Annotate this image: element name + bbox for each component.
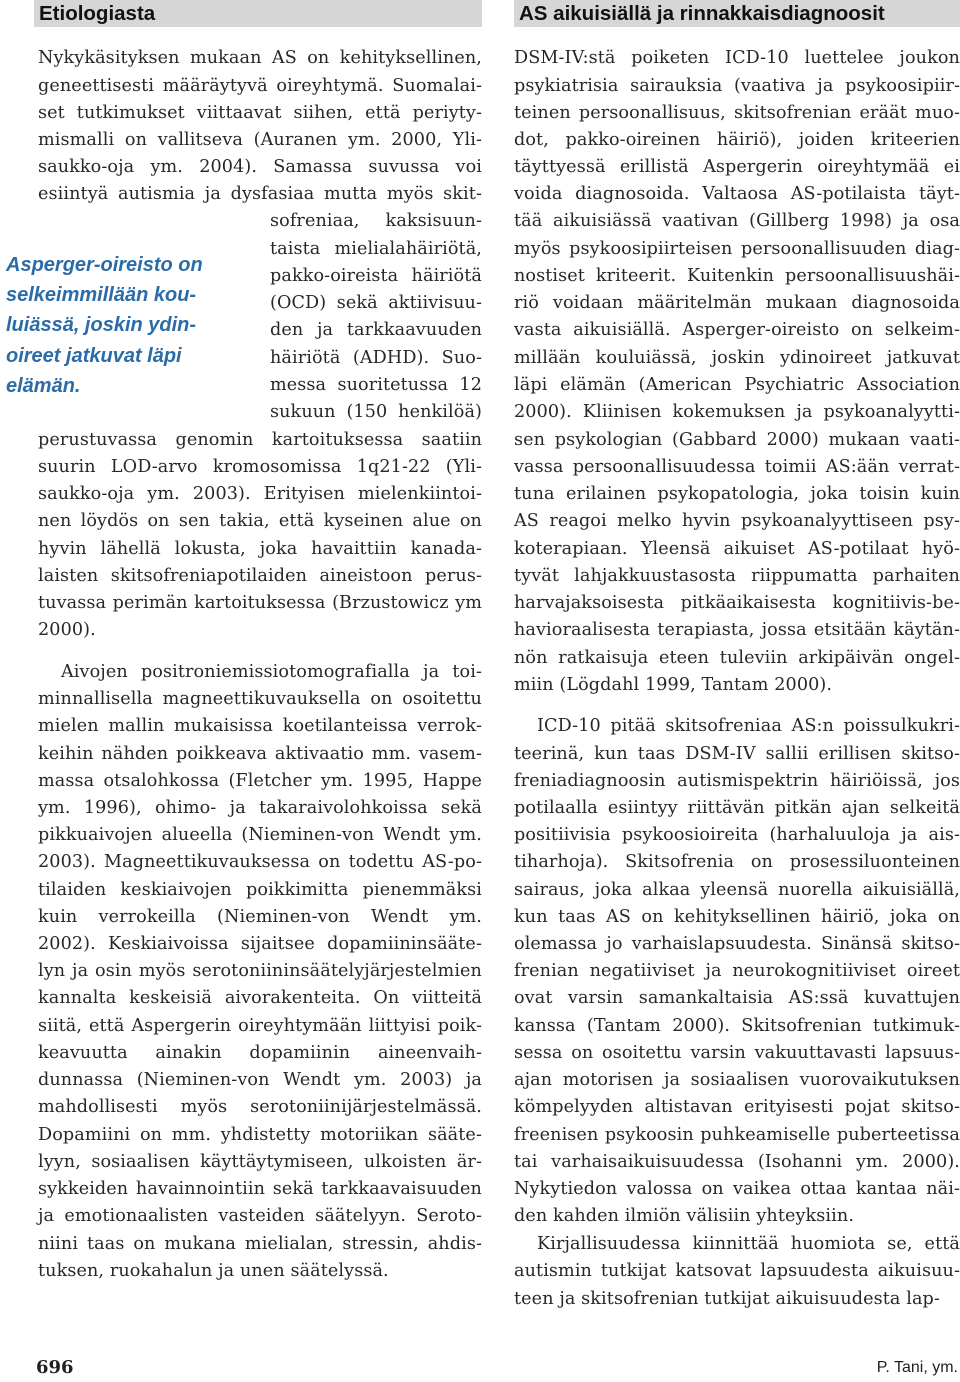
right-column-line: vasta aikuisiällä. Asperger-oireisto on selkeim- bbox=[514, 320, 960, 340]
right-column-line: nostiset kriteerit. Kuitenkin persoonallisuushäi- bbox=[514, 266, 960, 286]
left-column-heading: Etiologiasta bbox=[34, 0, 482, 27]
right-column-line: freniadiagnoosin autismispektrin häiriöissä, jos bbox=[514, 771, 960, 791]
right-column-line: tyvät lahjakkuustasosta riippumatta parhaiten bbox=[514, 566, 960, 586]
left-column-line: dunnassa (Nieminen-von Wendt ym. 2003) ja bbox=[38, 1070, 482, 1090]
left-column-line: den ja tarkkaavuuden bbox=[270, 320, 482, 340]
pull-quote: Asperger-oireisto on selkeimmillään kou- luiässä, joskin ydin- oireet jatkuvat läpi elämän. bbox=[6, 254, 203, 397]
left-column-line: tuksen, ruokahalun ja unen säätelyssä. bbox=[38, 1261, 389, 1281]
right-column-line: tai varhaisaikuisuudessa (Isohanni ym. 2000). bbox=[514, 1152, 960, 1172]
right-column-line: havioraalisesta terapiasta, jossa etsitään käytän- bbox=[514, 620, 960, 640]
right-column-line: DSM-IV:stä poiketen ICD-10 luettelee joukon bbox=[514, 48, 960, 68]
left-column-line: tilaiden keskiaivojen poikkimitta pienemmäksi bbox=[38, 880, 482, 900]
right-column-line: olemassa jo varhaislapsuudesta. Sinänsä skitso- bbox=[514, 934, 960, 954]
left-column-line: lyn ja osin myös serotoniininsäätelyjärjestelmien bbox=[38, 961, 482, 981]
right-column-line: harvajaksoisesta pitkäaikaisesta kognitiivis-be- bbox=[514, 593, 960, 613]
right-column-line: dot, pakko-oireinen häiriö), joiden kriteerien bbox=[514, 130, 960, 150]
left-column-line: Nykykäsityksen mukaan AS on kehityksellinen, bbox=[38, 48, 482, 68]
right-column-line: ovat varsin samankaltaisia AS:ssä kuvattujen bbox=[514, 988, 960, 1008]
right-column-line: riö voidaan määritelmän mukaan diagnosoida bbox=[514, 293, 960, 313]
right-column-line: tää aikuisiässä vaativan (Gillberg 1998) ja osa bbox=[514, 211, 960, 231]
right-column-line: kun taas AS on kehityksellinen häiriö, joka on bbox=[514, 907, 960, 927]
right-column-line: autismin tutkijat katsovat lapsuudesta aikuisuu- bbox=[514, 1261, 960, 1281]
right-column-line: AS reagoi melko hyvin psykoanalyyttiseen psy- bbox=[514, 511, 960, 531]
right-column-line: teen ja skitsofrenian tutkijat aikuisuudesta lap- bbox=[514, 1289, 940, 1309]
right-column-line: sairaus, joka alkaa yleensä nuorella aikuisiällä, bbox=[514, 880, 960, 900]
left-column-line: saukko-oja ym. 2003). Erityisen mielenkiintoi- bbox=[38, 484, 482, 504]
left-column-line: mismalli on vallitseva (Auranen ym. 2000, Yli- bbox=[38, 130, 482, 150]
right-column-line: Kirjallisuudessa kiinnittää huomiota se, että bbox=[537, 1234, 960, 1254]
left-column-line: pikkuaivojen alueella (Nieminen-von Wendt ym. bbox=[38, 825, 482, 845]
left-column-line: hyvin lähellä lokusta, joka havaittiin kanada- bbox=[38, 539, 482, 559]
left-column-line: ym. 1996), ohimo- ja takaraivolohkoissa sekä bbox=[38, 798, 482, 818]
right-column-line: kömpelyyden altistavan erityisesti pojat skitso- bbox=[514, 1097, 960, 1117]
left-column-line: siitä, että Aspergerin oireyhtymään liittyisi poik- bbox=[38, 1016, 482, 1036]
right-column-line: miin (Lögdahl 1999, Tantam 2000). bbox=[514, 675, 833, 695]
right-column-line: tiharhoja). Skitsofrenia on prosessiluonteinen bbox=[514, 852, 960, 872]
right-column-line: Nykytiedon valossa on vaikea ottaa kantaa näi- bbox=[514, 1179, 960, 1199]
left-column-line: messa suoritetussa 12 bbox=[270, 375, 482, 395]
left-column-line: ja emotionaalisten vasteiden säätelyyn. Seroto- bbox=[38, 1206, 482, 1226]
left-column-line: niini taas on mukana mielialan, stressin, ahdis- bbox=[38, 1234, 482, 1254]
right-column-line: 2000). Kliinisen kokemuksen ja psykoanalyytti- bbox=[514, 402, 960, 422]
right-column-line: nön ratkaisuja eteen tuleviin arkipäivän ongel- bbox=[514, 648, 960, 668]
left-column-line: (OCD) sekä aktiivisuu- bbox=[270, 293, 482, 313]
left-column-line: sykkeiden havainnointiin sekä tarkkaavaisuuden bbox=[38, 1179, 482, 1199]
left-column-line: 2003). Magneettikuvauksessa on todettu AS-po- bbox=[38, 852, 482, 872]
left-column-line: 2002). Keskiaivoissa sijaitsee dopamiininsääte- bbox=[38, 934, 482, 954]
right-column-line: teerinä, kun taas DSM-IV sallii erillisen skitso- bbox=[514, 744, 960, 764]
left-column-line: pakko-oireista häiriötä bbox=[270, 266, 482, 286]
right-column-line: voida diagnosoida. Valtaosa AS-potilaista täyt- bbox=[514, 184, 960, 204]
left-column-line: minnallisella magneettikuvauksella on osoitettu bbox=[38, 689, 482, 709]
right-column-line: koterapiaan. Yleensä aikuiset AS-potilaat hyö- bbox=[514, 539, 960, 559]
left-column-line: sofreniaa, kaksisuun- bbox=[270, 211, 482, 231]
right-column-line: kanssa (Tantam 2000). Skitsofrenian tutkimuk- bbox=[514, 1016, 960, 1036]
right-column-line: ICD-10 pitää skitsofreniaa AS:n poissulkukri- bbox=[537, 716, 960, 736]
right-column-line: millään kouluiässä, joskin ydinoireet jatkuvat bbox=[514, 348, 960, 368]
right-column-line: freenisen psykoosin puhkeamiselle puberteetissa bbox=[514, 1125, 960, 1145]
right-column-line: sessa on osoitettu varsin vakuuttavasti lapsuus- bbox=[514, 1043, 960, 1063]
right-column-line: täyttyessä erillistä Aspergerin oireyhtymää ei bbox=[514, 157, 960, 177]
page-number: 696 bbox=[36, 1357, 74, 1378]
left-column-line: esiintyä autismia ja dysfasiaa mutta myös skit- bbox=[38, 184, 482, 204]
left-column-line: massa otsalohkossa (Fletcher ym. 1995, Happe bbox=[38, 771, 482, 791]
left-column-line: taista mielialahäiriötä, bbox=[270, 239, 482, 259]
right-column-line: frenian negatiiviset ja neurokognitiiviset oireet bbox=[514, 961, 960, 981]
left-column-line: set tutkimukset viittaavat siihen, että periyty- bbox=[38, 103, 482, 123]
left-column-line: 2000). bbox=[38, 620, 96, 640]
right-column-line: den kahden ilmiön välisiin yhteyksiin. bbox=[514, 1206, 855, 1226]
right-column-line: psykiatrisia sairauksia (vaativa ja psykoosipiir- bbox=[514, 76, 960, 96]
right-column-line: tuna erilainen psykopatologia, joka toisin kuin bbox=[514, 484, 960, 504]
right-column-line: positiivisia psykoosioireita (harhaluuloja ja ais- bbox=[514, 825, 960, 845]
left-column-line: lyyn, sosiaalisen käyttäytymiseen, ulkoisten är- bbox=[38, 1152, 482, 1172]
right-column-heading: AS aikuisiällä ja rinnakkaisdiagnoosit bbox=[514, 0, 960, 27]
right-column-line: ajan motorisen ja sosiaalisen vuorovaikutuksen bbox=[514, 1070, 960, 1090]
left-column-line: tuvassa perimän kartoituksessa (Brzustowicz ym bbox=[38, 593, 482, 613]
right-column-line: sen psykologian (Gabbard 2000) mukaan vaati- bbox=[514, 430, 960, 450]
left-column-line: mahdollisesti myös serotoniinijärjestelmässä. bbox=[38, 1097, 482, 1117]
left-column-line: laisten skitsofreniapotilaiden aineistoon perus- bbox=[38, 566, 482, 586]
right-column-line: myös psykoosipiirteisen persoonallisuuden diag- bbox=[514, 239, 960, 259]
left-column-line: keavuutta ainakin dopamiinin aineenvaih- bbox=[38, 1043, 482, 1063]
left-column-line: mielen mallin mukaisissa koetilanteissa verrok- bbox=[38, 716, 482, 736]
left-column-line: suurin LOD-arvo kromosomissa 1q21-22 (Yli- bbox=[38, 457, 482, 477]
left-column-line: nen löydös on sen takia, että kyseinen alue on bbox=[38, 511, 482, 531]
author-credit: P. Tani, ym. bbox=[876, 1359, 958, 1376]
left-column-line: sukuun (150 henkilöä) bbox=[270, 402, 482, 422]
left-column-line: kannalta keskeisiä aivorakenteita. On viitteitä bbox=[38, 988, 482, 1008]
left-column-line: geneettisesti määräytyvä oireyhtymä. Suomalai- bbox=[38, 76, 482, 96]
left-column-line: perustuvassa genomin kartoituksessa saatiin bbox=[38, 430, 482, 450]
left-column-line: saukko-oja ym. 2004). Samassa suvussa voi bbox=[38, 157, 482, 177]
right-column-line: läpi elämän (American Psychiatric Association bbox=[514, 375, 960, 395]
right-column-line: potilaalla esiintyy riittävän pitkän ajan selkeitä bbox=[514, 798, 960, 818]
left-column-line: häiriötä (ADHD). Suo- bbox=[270, 348, 482, 368]
left-column-line: Aivojen positroniemissiotomografialla ja toi- bbox=[61, 662, 482, 682]
left-column-line: kuin verrokeilla (Nieminen-von Wendt ym. bbox=[38, 907, 482, 927]
right-column-line: vassa persoonallisuudessa toimii AS:ään verrat- bbox=[514, 457, 960, 477]
right-column-line: teinen persoonallisuus, skitsofrenian eräät muo- bbox=[514, 103, 960, 123]
left-column-line: Dopamiini on mm. yhdistetty motoriikan sääte- bbox=[38, 1125, 482, 1145]
left-column-line: keihin nähden poikkeava aktivaatio mm. vasem- bbox=[38, 744, 482, 764]
